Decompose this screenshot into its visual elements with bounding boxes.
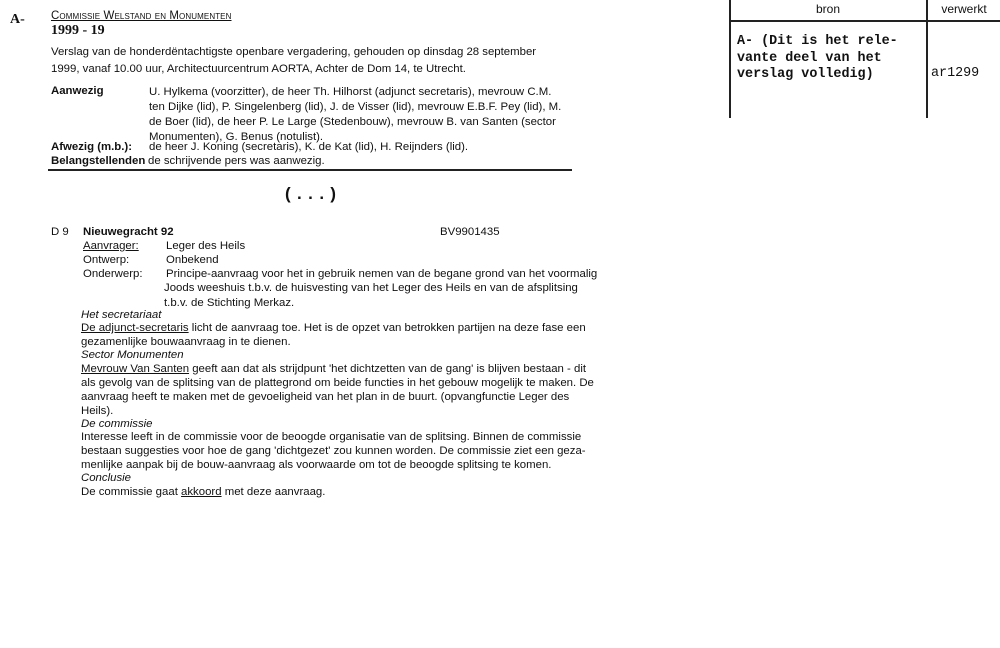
intro-line: Verslag van de honderdëntachtigste openbare vergadering, gehouden op dinsdag 28 september [51,46,537,58]
column-header-bron: bron [815,2,841,16]
sector-text: geeft aan dat als strijdpunt 'het dichtzetten van de gang' is blijven bestaan - dit [189,363,587,375]
source-note-line: verslag volledig) [737,67,874,82]
field-label-ontwerp: Ontwerp: [83,254,130,266]
section-heading-sector: Sector Monumenten [81,349,184,361]
sector-line: aanvraag heeft te maken met de gevoeligheid van het plan in de buurt. (opvangfunctie Leger des [81,391,570,403]
table-border-middle [926,0,928,118]
field-value-onderwerp: Principe-aanvraag voor het in gebruik nemen van de begane grond van het voormalig [166,268,598,280]
section-heading-secretariaat: Het secretariaat [81,309,162,321]
item-title: Nieuwegracht 92 [83,226,174,238]
conclusie-pre: De commissie gaat [81,486,182,498]
sector-line [81,363,586,375]
table-header-rule [729,20,1000,22]
commissie-line: Interesse leeft in de commissie voor de beoogde organisatie van de splitsing. Binnen de commissie [81,431,582,443]
absent-label: Afwezig (m.b.): [51,141,132,153]
column-header-verwerkt: verwerkt [941,2,987,16]
field-value-onderwerp-cont: t.b.v. de Stichting Merkaz. [164,297,295,309]
field-value-onderwerp-cont: Joods weeshuis t.b.v. de huisvesting van het Leger des Heils en van de afsplitsing [164,282,578,294]
absent-text: de heer J. Koning (secretaris), K. de Kat (lid), H. Reijnders (lid). [149,141,469,153]
present-line: Monumenten), G. Benus (notulist). [149,131,324,143]
conclusie-post: met deze aanvraag. [221,486,326,498]
sector-line: Heils). [81,405,114,417]
field-value-ontwerp: Onbekend [166,254,219,266]
item-reference: BV9901435 [440,226,500,238]
table-border-left [729,0,731,118]
speaker-name: De adjunct-secretaris [81,322,189,334]
conclusie-verdict: akkoord [181,486,222,498]
conclusie-line [81,486,325,498]
secretariaat-line [81,322,586,334]
secretariaat-line: gezamenlijke bouwaanvraag in te dienen. [81,336,291,348]
section-heading-commissie: De commissie [81,418,153,430]
secretariaat-text: licht de aanvraag toe. Het is de opzet van betrokken partijen na deze fase een [188,322,586,334]
margin-marker: A- [10,12,25,27]
commissie-line: bestaan suggesties voor hoe de gang 'dichtgezet' zou kunnen worden. De commissie ziet een geza- [81,445,586,457]
source-note-line: A- (Dit is het rele- [737,34,898,49]
speaker-name: Mevrouw Van Santen [81,363,190,375]
field-value-aanvrager: Leger des Heils [166,240,246,252]
interested-text: de schrijvende pers was aanwezig. [148,155,325,167]
present-line: ten Dijke (lid), P. Singelenberg (lid), J. de Visser (lid), mevrouw E.B.F. Pey (lid), M. [149,101,562,113]
source-note-line: vante deel van het [737,51,882,66]
section-heading-conclusie: Conclusie [81,472,132,484]
sector-line: als gevolg van de splitsing van de plattegrond om beide functies in het gebouw mogelijk te maken. De [81,377,594,389]
item-number: D 9 [51,226,69,238]
organization-title [51,10,232,22]
organization-title-text: Commissie Welstand en Monumenten [51,10,232,22]
commissie-line: menlijke aanpak bij de bouw-aanvraag als voorwaarde om tot de beoogde splitsing te komen. [81,459,552,471]
divider-rule [48,169,572,171]
intro-line: 1999, vanaf 10.00 uur, Architectuurcentrum AORTA, Achter de Dom 14, te Utrecht. [51,63,466,75]
field-label-onderwerp: Onderwerp: [83,268,143,280]
omission-ellipsis: (...) [283,186,340,205]
processed-code: ar1299 [931,66,980,81]
field-label-aanvrager: Aanvrager: [83,240,139,252]
report-number: 1999 - 19 [51,23,105,38]
present-line: U. Hylkema (voorzitter), de heer Th. Hilhorst (adjunct secretaris), mevrouw C.M. [149,86,552,98]
interested-label: Belangstellenden [51,155,146,167]
source-table [729,0,1000,118]
present-line: de Boer (lid), de heer P. Le Large (Stedenbouw), mevrouw B. van Santen (sector [149,116,556,128]
present-label: Aanwezig [51,85,104,97]
